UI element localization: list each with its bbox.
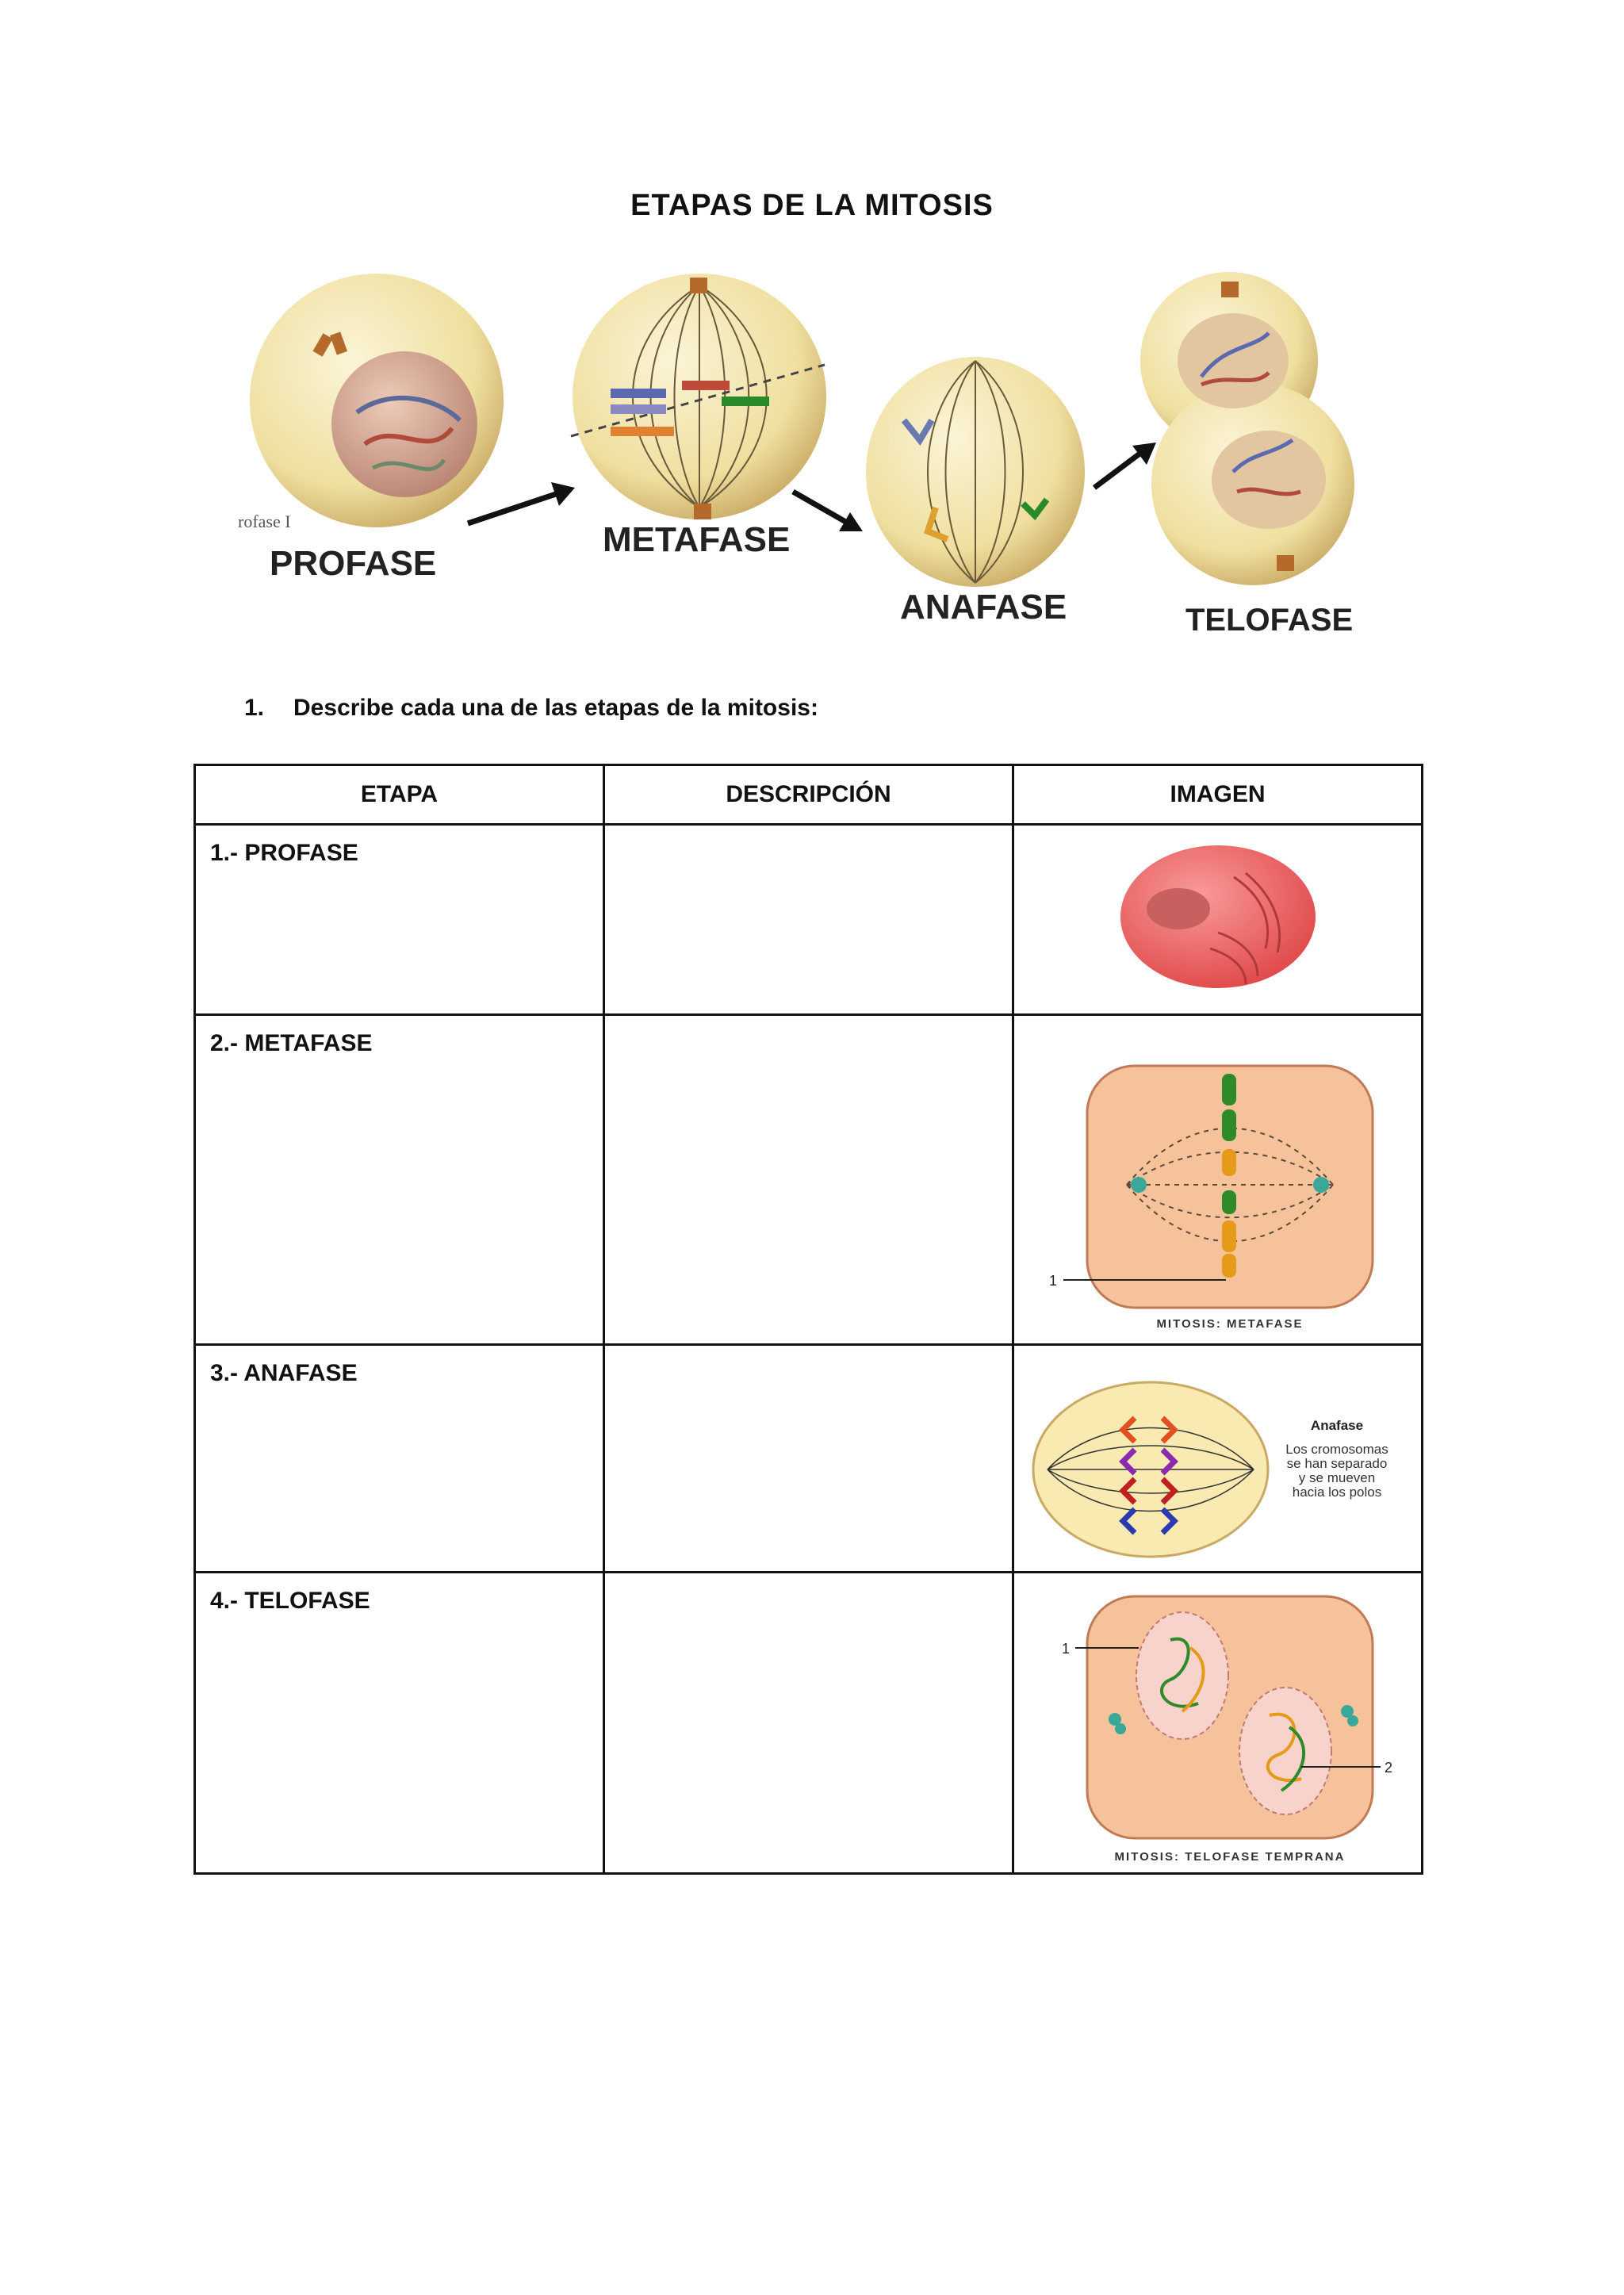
column-header-descripcion: DESCRIPCIÓN: [604, 765, 1013, 825]
mitosis-stages-illustration: [238, 270, 1396, 666]
metafase-image: [1032, 1022, 1404, 1339]
column-header-etapa: ETAPA: [195, 765, 604, 825]
stage-name: 1.- PROFASE: [195, 825, 604, 1015]
arrow-icon: [793, 492, 863, 531]
mitosis-stages-table: [193, 764, 1423, 1875]
anafase-image-text-line: Los cromosomas: [1285, 1442, 1388, 1457]
anafase-image-text-line: hacia los polos: [1292, 1485, 1381, 1500]
stage-name: 4.- TELOFASE: [195, 1573, 604, 1874]
anafase-cell: [866, 357, 1085, 587]
image-cell: [1013, 1015, 1423, 1345]
telofase-marker-2: 2: [1384, 1760, 1392, 1776]
question-1: [244, 695, 818, 722]
banner-caption-small: rofase I: [238, 511, 291, 531]
stage-name: 3.- ANAFASE: [195, 1345, 604, 1573]
anafase-image-title: Anafase: [1310, 1418, 1363, 1433]
anafase-image: [1020, 1351, 1416, 1565]
image-cell: [1013, 825, 1423, 1015]
table-row: [195, 1345, 1423, 1573]
image-cell: [1013, 1345, 1423, 1573]
anafase-image-text-line: se han separado: [1286, 1456, 1387, 1471]
page-title: ETAPAS DE LA MITOSIS: [630, 189, 994, 222]
telofase-caption: MITOSIS: TELOFASE TEMPRANA: [1114, 1850, 1345, 1864]
image-cell: [1013, 1573, 1423, 1874]
telofase-cell: [1140, 272, 1354, 585]
label-anafase: ANAFASE: [900, 588, 1067, 626]
metafase-caption: MITOSIS: METAFASE: [1155, 1317, 1304, 1331]
telofase-marker-1: 1: [1061, 1641, 1070, 1657]
description-cell[interactable]: [604, 1015, 1013, 1345]
table-row: [195, 825, 1423, 1015]
stage-name: 2.- METAFASE: [195, 1015, 604, 1345]
table-header-row: [195, 765, 1423, 825]
table-row: [195, 1015, 1423, 1345]
question-number: 1.: [244, 695, 265, 721]
telofase-image: [1032, 1577, 1404, 1870]
description-cell[interactable]: [604, 825, 1013, 1015]
label-metafase: METAFASE: [603, 520, 791, 559]
arrow-icon: [468, 482, 575, 523]
label-telofase: TELOFASE: [1185, 603, 1354, 638]
metafase-cell: [571, 274, 826, 519]
profase-image: [1099, 829, 1337, 1012]
arrow-icon: [1094, 443, 1156, 488]
column-header-imagen: IMAGEN: [1013, 765, 1423, 825]
label-profase: PROFASE: [270, 544, 437, 583]
anafase-image-text-line: y se mueven: [1298, 1470, 1375, 1485]
description-cell[interactable]: [604, 1573, 1013, 1874]
profase-cell: [250, 274, 504, 527]
question-text: Describe cada una de las etapas de la mitosis:: [293, 695, 818, 721]
metafase-marker-1: 1: [1048, 1273, 1057, 1289]
table-row: [195, 1573, 1423, 1874]
description-cell[interactable]: [604, 1345, 1013, 1573]
